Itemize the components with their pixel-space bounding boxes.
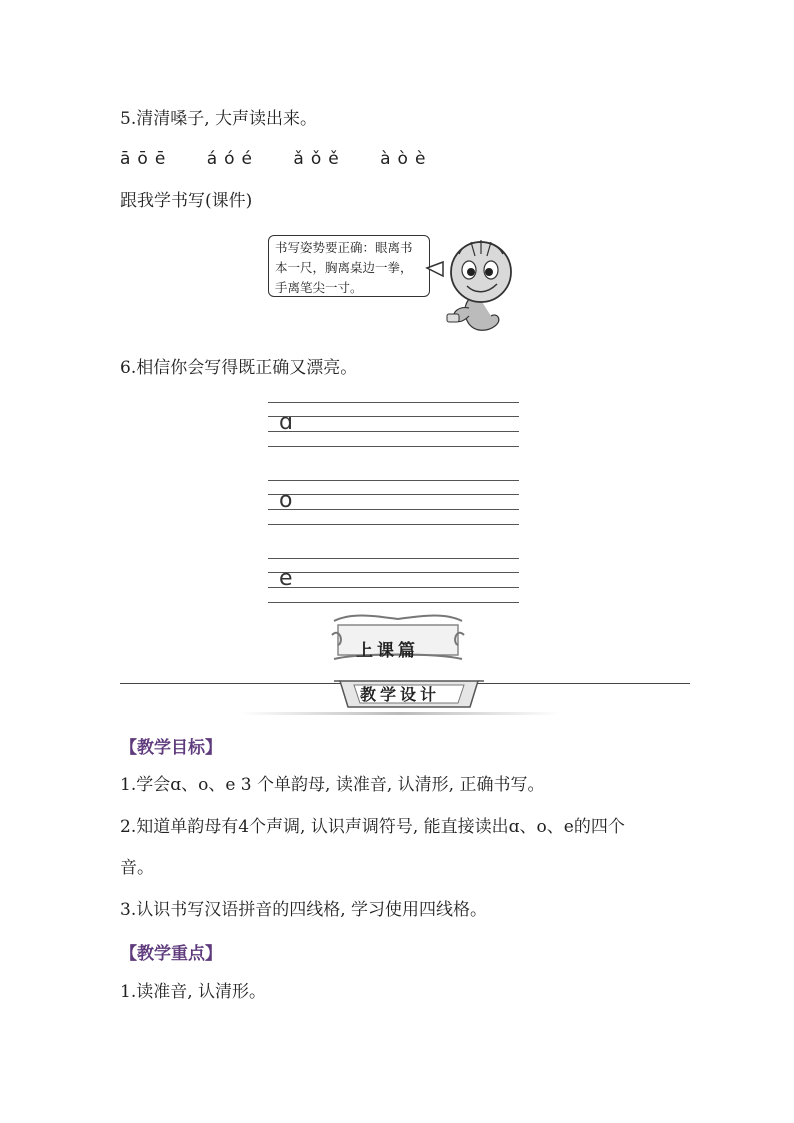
grid-letter-o: o [279,488,293,513]
goal-item-2-cont: 音。 [120,858,154,878]
goals-heading: 【教学目标】 [120,738,222,758]
banner-bottom-title: 教学设计 [360,685,441,704]
goal-item-3: 3.认识书写汉语拼音的四线格, 学习使用四线格。 [120,900,488,920]
tone-a3: ǎ [293,149,305,169]
tone-a2: á [206,149,219,169]
section-6-title: 6.相信你会写得既正确又漂亮。 [120,358,358,378]
tone-row [120,149,432,169]
tone-a4: à [380,149,392,169]
tone-o2: ó [224,149,236,169]
section-5-title: 5.清清嗓子, 大声读出来。 [120,109,318,129]
tone-o1: ō [137,149,149,169]
speech-bubble: 书写姿势要正确：眼离书本一尺，胸离桌边一拳，手离笔尖一寸。 [268,235,430,297]
tone-e3: ě [328,149,340,169]
banner-top-title: 上课篇 [356,641,419,661]
four-line-grid-e [268,558,519,604]
grid-letter-e: e [279,566,293,591]
key-item-1: 1.读准音, 认清形。 [120,982,267,1002]
grid-letter-a: ɑ [279,410,293,435]
tone-e1: ē [154,149,167,169]
banner-shadow [240,712,560,715]
tone-e4: è [414,149,427,169]
key-heading: 【教学重点】 [120,944,222,964]
tone-o4: ò [397,149,409,169]
goal-item-1: 1.学会ɑ、o、e 3 个单韵母, 读准音, 认清形, 正确书写。 [120,775,545,795]
tone-e2: é [241,149,253,169]
goal-item-2: 2.知道单韵母有4个声调, 认识声调符号, 能直接读出ɑ、o、e的四个 [120,817,625,837]
four-line-grid-o [268,480,519,526]
tone-a1: ā [120,149,132,169]
cartoon-mascot-icon [425,232,525,337]
tone-o3: ǒ [310,149,323,169]
four-line-grid-a [268,402,519,448]
follow-label: 跟我学书写(课件) [120,191,253,211]
